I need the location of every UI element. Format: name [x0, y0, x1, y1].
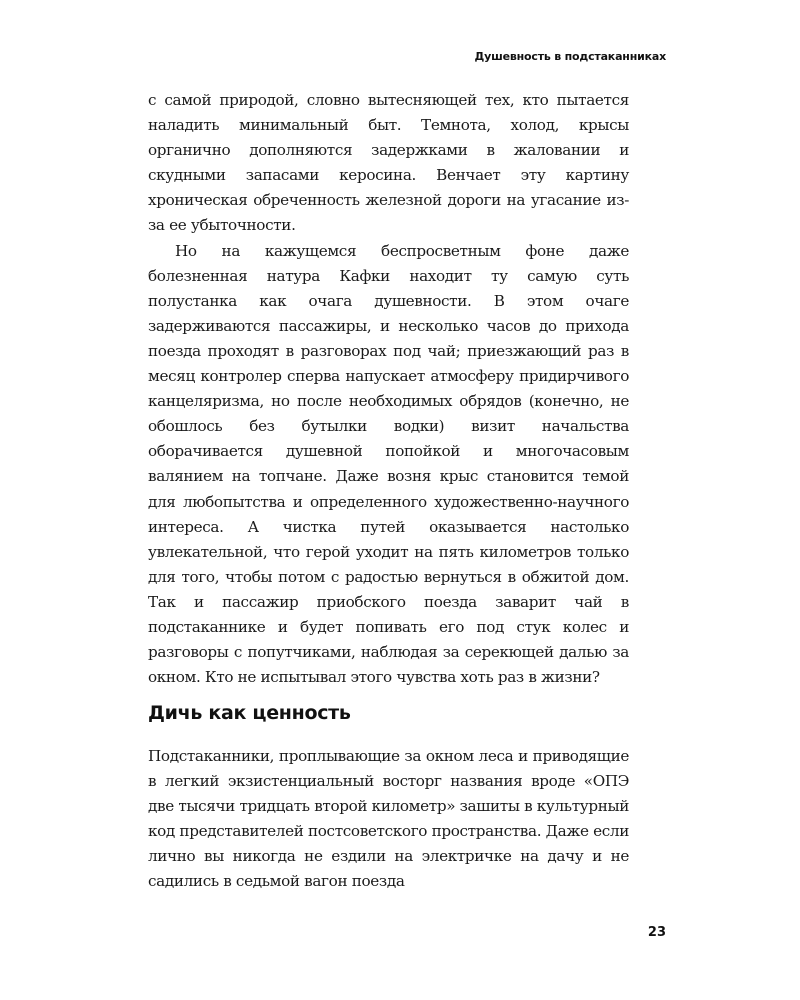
section-heading: Дичь как ценность — [148, 702, 351, 724]
body-text-top — [148, 88, 629, 690]
page-number: 23 — [647, 925, 666, 940]
paragraph-1: с самой природой, словно вытесняющей тех, кто пытается наладить минимальный быт. Темнота, холод, крысы органично дополняются задержками в жаловании и скудными запасами керосина. Венчает эту картину хроническая обреченность железной дороги на угасание из-за ее убыточности. — [148, 91, 629, 235]
running-head: Душевность в подстаканниках — [474, 50, 666, 63]
body-text-bottom — [148, 744, 629, 895]
paragraph-2: Но на кажущемся беспросветным фоне даже болезненная натура Кафки находит ту самую суть полустанка как очага душевности. В этом очаге задерживаются пассажиры, и несколько часов до прихода поезда проходят в разговорах под чай; приезжающий раз в месяц контролер сперва напускает атмосферу придирчивого канцеляризма, но после необходимых обрядов (конечно, не обошлось без бутылки водки) визит начальства оборачивается душевной попойкой и многочасовым валянием на топчане. Даже возня крыс становится темой для любопытства и определенного художественно-научного интереса. А чистка путей оказывается настолько увлекательной, что герой уходит на пять километров только для того, чтобы потом с радостью вернуться в обжитой дом. Так и пассажир приобского поезда заварит чай в подстаканнике и будет попивать его под стук колес и разговоры с попутчиками, наблюдая за серекющей далью за окном. Кто не испытывал этого чувства хоть раз в жизни? — [148, 241, 629, 687]
paragraph-3: Подстаканники, проплывающие за окном леса и приводящие в легкий экзистенциальный восторг названия вроде «ОПЭ две тысячи тридцать второй километр» зашиты в культурный код представителей постсоветского пространства. Даже если лично вы никогда не ездили на электричке на дачу и не садились в седьмой вагон поезда — [148, 747, 629, 891]
